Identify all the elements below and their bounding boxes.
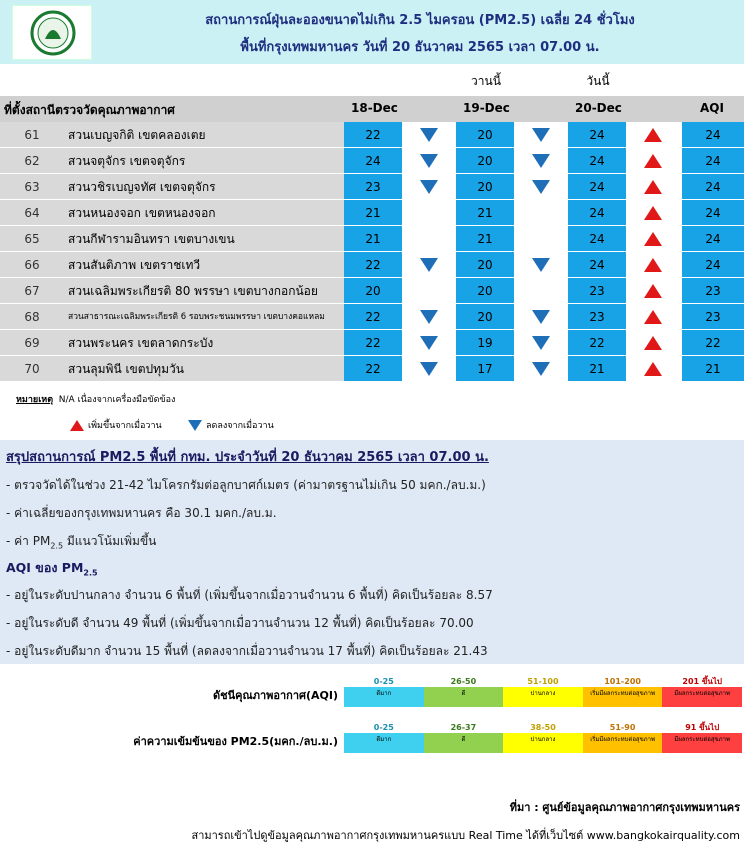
pm-value-day2: 17 bbox=[456, 356, 514, 382]
website-footer: สามารถเข้าไปดูข้อมูลคุณภาพอากาศกรุงเทพมหานครแบบ Real Time ได้ที่เว็บไซต์ www.bangkokairquality.com bbox=[191, 829, 740, 842]
pm-value-day3: 22 bbox=[568, 330, 626, 356]
aqi-moderate-line: - อยู่ในระดับปานกลาง จำนวน 6 พื้นที่ (เพิ่มขึ้นจากเมื่อวานจำนวน 6 พื้นที่) คิดเป็นร้อยละ 8.57 bbox=[6, 588, 493, 602]
trend-cell bbox=[514, 304, 568, 330]
trend-prefix: - ค่า PM bbox=[6, 534, 51, 548]
station-number: 65 bbox=[0, 226, 64, 252]
pm-value-day3: 21 bbox=[568, 356, 626, 382]
station-number: 66 bbox=[0, 252, 64, 278]
trend-cell bbox=[626, 356, 680, 382]
summary-line-range: - ตรวจวัดได้ในช่วง 21-42 ไมโครกรัมต่อลูกบาศก์เมตร (ค่ามาตรฐานไม่เกิน 50 มคก./ลบ.ม.) bbox=[6, 478, 486, 492]
station-number: 69 bbox=[0, 330, 64, 356]
scale-level-label: ดีมาก bbox=[344, 733, 424, 753]
station-name: สวนวชิรเบญจทัศ เขตจตุจักร bbox=[64, 174, 344, 200]
station-name: สวนพระนคร เขตลาดกระบัง bbox=[64, 330, 344, 356]
scale-level-label: ดีมาก bbox=[344, 687, 424, 707]
up-arrow-icon bbox=[644, 336, 662, 350]
station-number: 61 bbox=[0, 122, 64, 148]
legend-up-label: เพิ่มขึ้นจากเมื่อวาน bbox=[88, 421, 162, 431]
pm-value-day1: 22 bbox=[344, 122, 402, 148]
trend-cell bbox=[402, 252, 456, 278]
pm-value-day3: 23 bbox=[568, 304, 626, 330]
down-arrow-icon bbox=[420, 362, 438, 376]
trend-cell bbox=[514, 200, 568, 226]
down-arrow-icon bbox=[532, 310, 550, 324]
legend-up bbox=[70, 418, 162, 432]
trend-cell bbox=[514, 356, 568, 382]
table-row bbox=[0, 304, 744, 330]
station-name: สวนลุมพินี เขตปทุมวัน bbox=[64, 356, 344, 382]
scale-segment bbox=[583, 723, 663, 753]
pm-value-day2: 20 bbox=[456, 122, 514, 148]
report-header bbox=[0, 0, 744, 64]
trend-cell bbox=[626, 226, 680, 252]
table-row bbox=[0, 330, 744, 356]
down-arrow-icon bbox=[420, 310, 438, 324]
up-arrow-icon bbox=[644, 232, 662, 246]
scale-range: 51-100 bbox=[527, 677, 559, 686]
station-column-header: ที่ตั้งสถานีตรวจวัดคุณภาพอากาศ bbox=[4, 103, 175, 117]
yesterday-label: วานนี้ bbox=[471, 74, 501, 88]
trend-cell bbox=[514, 278, 568, 304]
date2-column-header: 19-Dec bbox=[463, 101, 510, 115]
aqi-column-header: AQI bbox=[700, 101, 724, 115]
pm-value-day3: 24 bbox=[568, 252, 626, 278]
pm-value-day2: 21 bbox=[456, 200, 514, 226]
pm-scale bbox=[344, 723, 742, 753]
trend-cell bbox=[402, 356, 456, 382]
trend-cell bbox=[626, 122, 680, 148]
station-number: 70 bbox=[0, 356, 64, 382]
up-arrow-icon bbox=[644, 206, 662, 220]
scale-range: 51-90 bbox=[609, 723, 636, 732]
station-number: 64 bbox=[0, 200, 64, 226]
scale-level-label: เริ่มมีผลกระทบต่อสุขภาพ bbox=[583, 733, 663, 753]
trend-cell bbox=[514, 252, 568, 278]
aqi-scale bbox=[344, 677, 742, 707]
table-row bbox=[0, 226, 744, 252]
scale-segment bbox=[662, 677, 742, 707]
pm-value-day1: 21 bbox=[344, 226, 402, 252]
scale-level-label: ดี bbox=[424, 733, 504, 753]
down-arrow-icon bbox=[532, 154, 550, 168]
aqi-value: 23 bbox=[682, 278, 744, 304]
station-number: 63 bbox=[0, 174, 64, 200]
scale-level-label: เริ่มมีผลกระทบต่อสุขภาพ bbox=[583, 687, 663, 707]
column-header bbox=[0, 96, 744, 122]
trend-cell bbox=[402, 304, 456, 330]
aqi-value: 21 bbox=[682, 356, 744, 382]
station-number: 68 bbox=[0, 304, 64, 330]
station-name: สวนหนองจอก เขตหนองจอก bbox=[64, 200, 344, 226]
data-source: ที่มา : ศูนย์ข้อมูลคุณภาพอากาศกรุงเทพมหานคร bbox=[509, 801, 740, 814]
table-row bbox=[0, 200, 744, 226]
up-arrow-icon bbox=[644, 362, 662, 376]
pm-value-day1: 20 bbox=[344, 278, 402, 304]
scale-range: 0-25 bbox=[373, 723, 394, 732]
scale-segment bbox=[503, 723, 583, 753]
station-name: สวนสาธารณะเฉลิมพระเกียรติ 6 รอบพระชนมพรรษา เขตบางคอแหลม bbox=[64, 304, 344, 330]
summary-title: สรุปสถานการณ์ PM2.5 พื้นที่ กทม. ประจำวันที่ 20 ธันวาคม 2565 เวลา 07.00 น. bbox=[6, 450, 489, 465]
report-title-line2: พื้นที่กรุงเทพมหานคร วันที่ 20 ธันวาคม 2565 เวลา 07.00 น. bbox=[240, 40, 600, 55]
trend-subscript: 2.5 bbox=[50, 541, 64, 551]
aqi-value: 24 bbox=[682, 226, 744, 252]
scale-segment bbox=[503, 677, 583, 707]
report-title-line1: สถานการณ์ฝุ่นละอองขนาดไม่เกิน 2.5 ไมครอน (PM2.5) เฉลี่ย 24 ชั่วโมง bbox=[205, 13, 635, 28]
table-row bbox=[0, 122, 744, 148]
aqi-value: 24 bbox=[682, 148, 744, 174]
date1-column-header: 18-Dec bbox=[351, 101, 398, 115]
aqi-value: 24 bbox=[682, 200, 744, 226]
scale-segment bbox=[583, 677, 663, 707]
scale-segment bbox=[662, 723, 742, 753]
pm-value-day1: 24 bbox=[344, 148, 402, 174]
pm-value-day1: 22 bbox=[344, 356, 402, 382]
scale-level-label: มีผลกระทบต่อสุขภาพ bbox=[662, 687, 742, 707]
table-row bbox=[0, 148, 744, 174]
scale-level-label: มีผลกระทบต่อสุขภาพ bbox=[662, 733, 742, 753]
aqi-value: 24 bbox=[682, 252, 744, 278]
trend-cell bbox=[402, 200, 456, 226]
aqi-good-line: - อยู่ในระดับดี จำนวน 49 พื้นที่ (เพิ่มขึ้นจากเมื่อวานจำนวน 12 พื้นที่) คิดเป็นร้อยละ 70.00 bbox=[6, 616, 474, 630]
down-arrow-icon bbox=[532, 258, 550, 272]
down-arrow-icon bbox=[532, 362, 550, 376]
station-name: สวนกีฬารามอินทรา เขตบางเขน bbox=[64, 226, 344, 252]
aqi-value: 23 bbox=[682, 304, 744, 330]
trend-suffix: มีแนวโน้มเพิ่มขึ้น bbox=[63, 534, 157, 548]
aqi-value: 22 bbox=[682, 330, 744, 356]
station-name: สวนสันติภาพ เขตราชเทวี bbox=[64, 252, 344, 278]
down-arrow-icon bbox=[420, 128, 438, 142]
pm-value-day2: 21 bbox=[456, 226, 514, 252]
trend-cell bbox=[514, 174, 568, 200]
pm-value-day3: 23 bbox=[568, 278, 626, 304]
table-row bbox=[0, 278, 744, 304]
pm-value-day1: 22 bbox=[344, 252, 402, 278]
legend-down-label: ลดลงจากเมื่อวาน bbox=[206, 421, 274, 431]
scale-range: 26-37 bbox=[450, 723, 477, 732]
scale-range: 201 ขึ้นไป bbox=[682, 677, 722, 686]
table-row bbox=[0, 174, 744, 200]
trend-cell bbox=[514, 122, 568, 148]
up-arrow-icon bbox=[644, 180, 662, 194]
down-arrow-icon bbox=[532, 336, 550, 350]
summary-panel bbox=[0, 440, 744, 664]
down-arrow-icon bbox=[420, 336, 438, 350]
trend-cell bbox=[626, 174, 680, 200]
trend-cell bbox=[402, 148, 456, 174]
table-row bbox=[0, 356, 744, 382]
down-arrow-icon bbox=[420, 258, 438, 272]
pm-value-day2: 20 bbox=[456, 174, 514, 200]
down-arrow-icon bbox=[420, 180, 438, 194]
note bbox=[16, 392, 175, 406]
trend-cell bbox=[514, 330, 568, 356]
station-number: 67 bbox=[0, 278, 64, 304]
station-table bbox=[0, 122, 744, 382]
table-row bbox=[0, 252, 744, 278]
up-arrow-icon bbox=[644, 310, 662, 324]
today-label: วันนี้ bbox=[586, 74, 610, 88]
up-arrow-icon bbox=[644, 154, 662, 168]
date3-column-header: 20-Dec bbox=[575, 101, 622, 115]
trend-cell bbox=[626, 200, 680, 226]
trend-cell bbox=[626, 252, 680, 278]
trend-cell bbox=[402, 278, 456, 304]
pm-value-day2: 19 bbox=[456, 330, 514, 356]
trend-cell bbox=[402, 122, 456, 148]
legend-down bbox=[188, 418, 274, 432]
pm-value-day3: 24 bbox=[568, 174, 626, 200]
aqi-very-good-line: - อยู่ในระดับดีมาก จำนวน 15 พื้นที่ (ลดลงจากเมื่อวานจำนวน 17 พื้นที่) คิดเป็นร้อยละ 21.43 bbox=[6, 644, 488, 658]
scale-level-label: ปานกลาง bbox=[503, 687, 583, 707]
down-arrow-icon bbox=[532, 180, 550, 194]
trend-cell bbox=[626, 330, 680, 356]
scale-level-label: ปานกลาง bbox=[503, 733, 583, 753]
bma-logo bbox=[12, 5, 92, 60]
aqi-title-prefix: AQI ของ PM bbox=[6, 560, 84, 575]
pm-scale-label: ค่าความเข้มข้นของ PM2.5(มคก./ลบ.ม.) bbox=[133, 735, 338, 748]
station-name: สวนเฉลิมพระเกียรติ 80 พรรษา เขตบางกอกน้อย bbox=[64, 278, 344, 304]
pm-value-day2: 20 bbox=[456, 278, 514, 304]
up-arrow-icon bbox=[644, 284, 662, 298]
scale-segment bbox=[344, 723, 424, 753]
scale-range: 26-50 bbox=[450, 677, 477, 686]
trend-cell bbox=[626, 278, 680, 304]
trend-cell bbox=[402, 174, 456, 200]
aqi-value: 24 bbox=[682, 122, 744, 148]
note-label: หมายเหตุ bbox=[16, 395, 54, 405]
note-text: N/A เนื่องจากเครื่องมือขัดข้อง bbox=[58, 395, 176, 405]
summary-line-trend bbox=[6, 532, 156, 551]
station-number: 62 bbox=[0, 148, 64, 174]
scale-segment bbox=[344, 677, 424, 707]
station-name: สวนจตุจักร เขตจตุจักร bbox=[64, 148, 344, 174]
up-arrow-icon bbox=[644, 258, 662, 272]
trend-cell bbox=[514, 148, 568, 174]
aqi-title-subscript: 2.5 bbox=[83, 568, 98, 578]
pm-value-day1: 22 bbox=[344, 304, 402, 330]
scale-range: 38-50 bbox=[530, 723, 556, 732]
pm-value-day2: 20 bbox=[456, 304, 514, 330]
scale-segment bbox=[424, 677, 504, 707]
scale-range: 101-200 bbox=[604, 677, 641, 686]
station-name: สวนเบญจกิติ เขตคลองเตย bbox=[64, 122, 344, 148]
up-arrow-icon bbox=[644, 128, 662, 142]
pm-value-day3: 24 bbox=[568, 148, 626, 174]
scale-segment bbox=[424, 723, 504, 753]
trend-cell bbox=[402, 330, 456, 356]
trend-cell bbox=[626, 304, 680, 330]
down-arrow-icon bbox=[188, 420, 202, 431]
down-arrow-icon bbox=[420, 154, 438, 168]
trend-cell bbox=[402, 226, 456, 252]
aqi-section-title bbox=[6, 558, 98, 578]
pm-value-day3: 24 bbox=[568, 122, 626, 148]
pm-value-day2: 20 bbox=[456, 252, 514, 278]
trend-cell bbox=[626, 148, 680, 174]
scale-range: 91 ขึ้นไป bbox=[685, 723, 720, 732]
trend-cell bbox=[514, 226, 568, 252]
up-arrow-icon bbox=[70, 420, 84, 431]
pm-value-day1: 21 bbox=[344, 200, 402, 226]
pm-value-day1: 23 bbox=[344, 174, 402, 200]
summary-line-average: - ค่าเฉลี่ยของกรุงเทพมหานคร คือ 30.1 มคก./ลบ.ม. bbox=[6, 506, 277, 520]
pm-value-day3: 24 bbox=[568, 200, 626, 226]
scale-range: 0-25 bbox=[373, 677, 394, 686]
aqi-value: 24 bbox=[682, 174, 744, 200]
down-arrow-icon bbox=[532, 128, 550, 142]
scale-level-label: ดี bbox=[424, 687, 504, 707]
pm-value-day2: 20 bbox=[456, 148, 514, 174]
aqi-scale-label: ดัชนีคุณภาพอากาศ(AQI) bbox=[213, 689, 338, 702]
pm-value-day3: 24 bbox=[568, 226, 626, 252]
pm-value-day1: 22 bbox=[344, 330, 402, 356]
